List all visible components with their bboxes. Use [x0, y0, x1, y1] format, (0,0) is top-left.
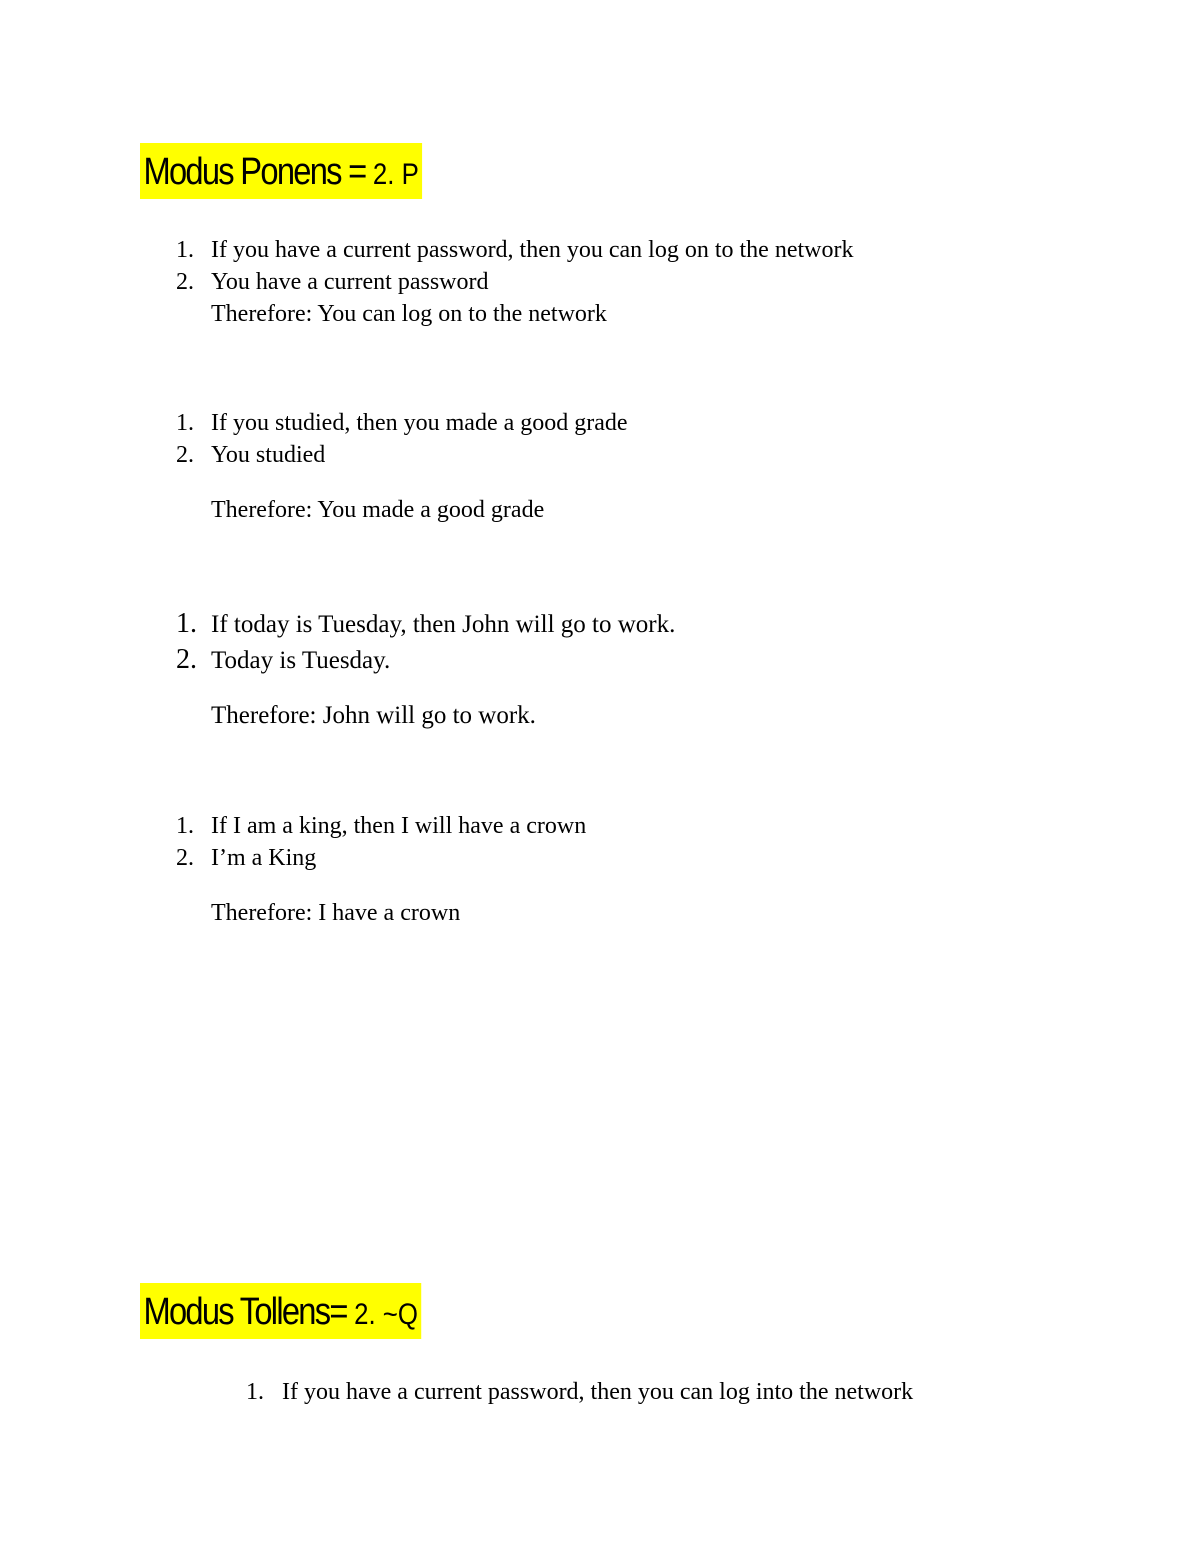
- modus-tollens-heading: [140, 1283, 421, 1339]
- list-number: 2.: [176, 269, 194, 295]
- example-1-premise-2: You have a current password: [211, 269, 489, 295]
- tollens-example-1-premise-1: If you have a current password, then you can log into the network: [282, 1379, 914, 1405]
- list-number: 1.: [176, 237, 194, 263]
- example-2-premise-1: If you studied, then you made a good grade: [211, 410, 628, 436]
- modus-ponens-suffix: 2. P: [372, 158, 419, 191]
- example-4-premise-1: If I am a king, then I will have a crown: [211, 813, 587, 839]
- example-4-conclusion: Therefore: I have a crown: [211, 900, 461, 926]
- modus-tollens-suffix: 2. ~Q: [354, 1298, 418, 1331]
- example-3-premise-2: Today is Tuesday.: [211, 647, 391, 674]
- list-number: 1.: [176, 608, 197, 639]
- list-number: 1.: [246, 1379, 264, 1405]
- list-number: 1.: [176, 410, 194, 436]
- example-3-premise-1: If today is Tuesday, then John will go to work.: [211, 611, 676, 638]
- example-4-premise-2: I’m a King: [211, 845, 317, 871]
- example-3-conclusion: Therefore: John will go to work.: [211, 702, 536, 729]
- list-number: 1.: [176, 813, 194, 839]
- list-number: 2.: [176, 442, 194, 468]
- example-1-conclusion: Therefore: You can log on to the network: [211, 301, 607, 327]
- modus-ponens-heading: [140, 143, 422, 199]
- list-number: 2.: [176, 845, 194, 871]
- modus-ponens-title: Modus Ponens =: [143, 151, 373, 193]
- example-2-conclusion: Therefore: You made a good grade: [211, 497, 545, 523]
- modus-tollens-title: Modus Tollens=: [143, 1291, 355, 1333]
- example-1-premise-1: If you have a current password, then you can log on to the network: [211, 237, 854, 263]
- list-number: 2.: [176, 644, 197, 675]
- example-2-premise-2: You studied: [211, 442, 326, 468]
